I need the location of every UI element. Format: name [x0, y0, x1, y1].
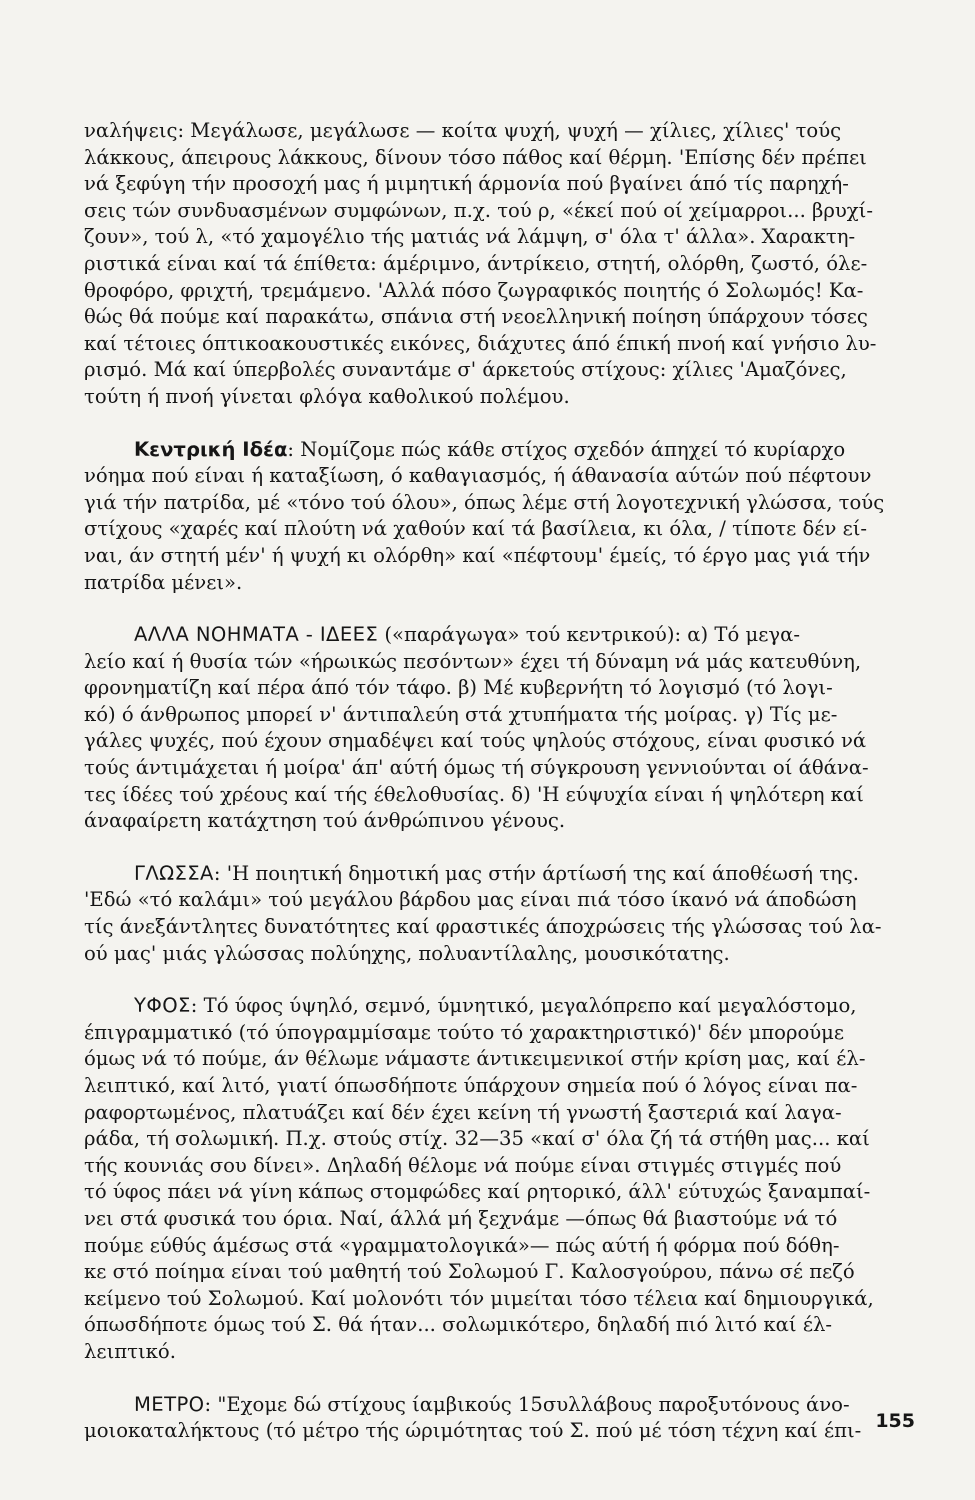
- text-line: έπιγραμματικό (τό ύπογραμμίσαμε τούτο τό χαρακτηριστικό)' δέν μπορούμε: [84, 1020, 845, 1044]
- text-line: τίς άνεξάντλητες δυνατότητες καί φραστικές άποχρώσεις τής γλώσσας τού λα-: [84, 915, 882, 939]
- text-line: σεις τών συνδυασμένων συμφώνων, π.χ. τού ρ, «έκεί πού οί χείμαρροι... βρυχί-: [84, 198, 873, 222]
- text-line: φρονηματίζη καί πέρα άπό τόν τάφο. β) Μέ κυβερνήτη τό λογισμό (τό λογι-: [84, 676, 833, 700]
- text-line: λειπτικό.: [84, 1339, 176, 1363]
- text-line: λειπτικό, καί λιτό, γιατί όπωσδήποτε ύπάρχουν σημεία πού ό λόγος είναι πα-: [84, 1074, 858, 1097]
- text-line: κό) ό άνθρωπος μπορεί ν' άντιπαλεύη στά χτυπήματα τής μοίρας. γ) Τίς με-: [84, 702, 838, 726]
- text-line: : 'Η ποιητική δημοτική μας στήν άρτίωσή της καί άποθέωσή της.: [213, 861, 859, 885]
- text-line: πούμε εύθύς άμέσως στά «γραμματολογικά»— πώς αύτή ή φόρμα πού δόθη-: [84, 1233, 840, 1257]
- text-line: ραφορτωμένος, πλατυάζει καί δέν έχει κείνη τή γνωστή ξαστεριά καί λαγα-: [84, 1100, 842, 1124]
- text-line: ού μας' μιάς γλώσσας πολύηχης, πολυαντίλαλης, μουσικότατης.: [84, 941, 730, 965]
- other-ideas-section: [84, 622, 914, 835]
- section-first-line: [84, 622, 914, 649]
- style-section: [84, 993, 914, 1365]
- text-line: καί τέτοιες όπτικοακουστικές εικόνες, διάχυτες άπό έπική πνοή καί γνήσιο λυ-: [84, 331, 877, 355]
- central-idea-section: [84, 437, 914, 597]
- text-line: νά ξεφύγη τήν προσοχή μας ή μιμητική άρμονία πού βγαίνει άπό τίς παρηχή-: [84, 172, 849, 196]
- text-line: μοιοκαταλήκτους (τό μέτρο τής ώριμότητας τού Σ. πού μέ τόση τέχνη καί έπι-: [84, 1419, 862, 1443]
- text-line: λάκκους, άπειρους λάκκους, δίνουν τόσο πάθος καί θέρμη. 'Επίσης δέν πρέπει: [84, 145, 867, 169]
- central-idea-label: Κεντρική Ιδέα: [134, 437, 288, 461]
- section-first-line: [84, 1392, 914, 1419]
- text-line: γιά τήν πατρίδα, μέ «τόνο τού όλου», όπως λέμε στή λογοτεχνική γλώσσα, τούς: [84, 490, 885, 514]
- intro-paragraph: [84, 118, 914, 411]
- section-first-line: [84, 437, 914, 464]
- section-first-line: [84, 861, 914, 888]
- text-line: : Νομίζομε πώς κάθε στίχος σχεδόν άπηχεί τό κυρίαρχο: [287, 437, 846, 461]
- text-line: όμως νά τό πούμε, άν θέλωμε νάμαστε άντικειμενικοί στήν κρίση μας, καί έλ-: [84, 1047, 866, 1071]
- text-line: («παράγωγα» τού κεντρικού): α) Τό μεγα-: [378, 623, 800, 647]
- style-label: ΥΦΟΣ: [134, 994, 191, 1018]
- language-label: ΓΛΩΣΣΑ: [134, 861, 214, 885]
- text-line: νόημα πού είναι ή καταξίωση, ό καθαγιασμός, ή άθανασία αύτών πού πέφτουν: [84, 464, 872, 488]
- text-line: τούς άντιμάχεται ή μοίρα' άπ' αύτή όμως τή σύγκρουση γεννιούνται οί άθάνα-: [84, 756, 869, 780]
- text-line: θροφόρο, φριχτή, τρεμάμενο. 'Αλλά πόσο ζωγραφικός ποιητής ό Σολωμός! Κα-: [84, 278, 864, 302]
- text-line: όπωσδήποτε όμως τού Σ. θά ήταν... σολωμικότερο, δηλαδή πιό λιτό καί έλ-: [84, 1313, 833, 1337]
- text-line: τούτη ή πνοή γίνεται φλόγα καθολικού πολέμου.: [84, 384, 570, 408]
- text-line: πατρίδα μένει».: [84, 570, 243, 594]
- text-line: θώς θά πούμε καί παρακάτω, σπάνια στή νεοελληνική ποίηση ύπάρχουν τόσες: [84, 305, 868, 329]
- section-first-line: [84, 993, 914, 1020]
- text-line: άναφαίρετη κατάχτηση τού άνθρώπινου γένους.: [84, 809, 566, 833]
- text-line: λείο καί ή θυσία τών «ήρωικώς πεσόντων» έχει τή δύναμη νά μάς κατευθύνη,: [84, 649, 862, 673]
- text-line: 'Εδώ «τό καλάμι» τού μεγάλου βάρδου μας είναι πιά τόσο ίκανό νά άποδώση: [84, 888, 857, 912]
- text-line: ράδα, τή σολωμική. Π.χ. στούς στίχ. 32—35 «καί σ' όλα ζή τά στήθη μας... καί: [84, 1127, 870, 1151]
- text-line: γάλες ψυχές, πού έχουν σημαδέψει καί τούς ψηλούς στόχους, είναι φυσικό νά: [84, 729, 867, 753]
- text-line: νει στά φυσικά του όρια. Ναί, άλλά μή ξεχνάμε —όπως θά βιαστούμε νά τό: [84, 1206, 838, 1230]
- other-ideas-label: ΑΛΛΑ ΝΟΗΜΑΤΑ - ΙΔΕΕΣ: [134, 623, 379, 647]
- text-line: τό ύφος πάει νά γίνη κάπως στομφώδες καί ρητορικό, άλλ' εύτυχώς ξαναμπαί-: [84, 1180, 871, 1204]
- page-body: [84, 118, 914, 1445]
- text-line: : Τό ύφος ύψηλό, σεμνό, ύμνητικό, μεγαλόπρεπο καί μεγαλόστομο,: [190, 994, 857, 1018]
- text-line: κε στό ποίημα είναι τού μαθητή τού Σολωμού Γ. Καλοσγούρου, πάνω σέ πεζό: [84, 1260, 855, 1284]
- text-line: ρισμό. Μά καί ύπερβολές συναντάμε σ' άρκετούς στίχους: χίλιες 'Αμαζόνες,: [84, 358, 847, 382]
- text-line: τες ίδέες τού χρέους καί τής έθελοθυσίας. δ) 'Η εύψυχία είναι ή ψηλότερη καί: [84, 782, 864, 806]
- text-line: στίχους «χαρές καί πλούτη νά χαθούν καί τά βασίλεια, κι όλα, / τίποτε δέν εί-: [84, 517, 868, 541]
- text-line: ζουν», τού λ, «τό χαμογέλιο τής ματιάς νά λάμψη, σ' όλα τ' άλλα». Χαρακτη-: [84, 225, 856, 249]
- text-line: ναλήψεις: Μεγάλωσε, μεγάλωσε — κοίτα ψυχή, ψυχή — χίλιες, χίλιες' τούς: [84, 119, 842, 142]
- language-section: [84, 861, 914, 967]
- meter-section: [84, 1392, 914, 1445]
- text-line: τής κουνιάς σου δίνει». Δηλαδή θέλομε νά πούμε είναι στιγμές στιγμές πού: [84, 1153, 842, 1177]
- text-line: ναι, άν στητή μέν' ή ψυχή κι ολόρθη» καί «πέφτουμ' έμείς, τό έργο μας γιά τήν: [84, 543, 871, 567]
- text-line: ριστικά είναι καί τά έπίθετα: άμέριμνο, άντρίκειο, στητή, ολόρθη, ζωστό, όλε-: [84, 251, 868, 275]
- meter-label: ΜΕΤΡΟ: [134, 1392, 205, 1416]
- page-number: 155: [875, 1410, 915, 1432]
- text-line: κείμενο τού Σολωμού. Καί μολονότι τόν μιμείται τόσο τέλεια καί δημιουργικά,: [84, 1286, 874, 1310]
- text-line: : "Εχομε δώ στίχους ίαμβικούς 15συλλάβους παροξυτόνους άνο-: [204, 1392, 850, 1416]
